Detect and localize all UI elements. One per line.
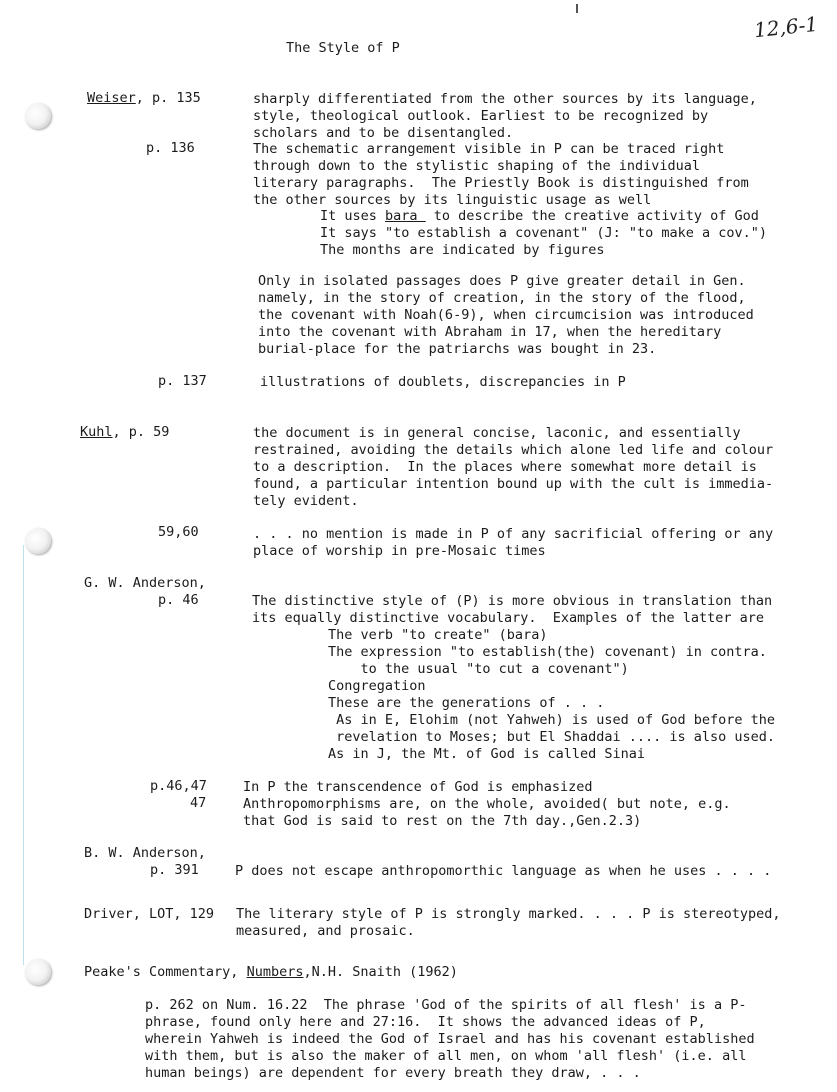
author-weiser: Weiser <box>87 90 136 106</box>
peake-text: p. 262 on Num. 16.22 The phrase 'God of the spirits of all flesh' is a P- phrase, found only here and 27:16. It shows the advanced ideas of P, wherein Yahweh is indeed the God of Israel and has his covenant established with them, but is also the maker of all men, on whom 'all flesh' (i.e. all human beings) are dependent for every breath they draw, . . . <box>145 997 755 1081</box>
ref-page: , p. 59 <box>112 424 170 440</box>
usage-text: to describe the creative activity of God <box>425 208 759 224</box>
weiser-136-text: The schematic arrangement visible in P can be traced right through down to the stylistic shaping of the individual literary paragraphs. The Priestly Book is distinguished from the other sources by its linguistic usage as well <box>253 141 749 208</box>
p137-text: illustrations of doublets, discrepancies in P <box>260 374 626 390</box>
weiser-135-text: sharply differentiated from the other sources by its language, style, theological outlook. Earliest to be recognized by scholars and to be disentangled. <box>253 91 757 141</box>
margin-rule <box>23 545 24 965</box>
ref-p47: 47 <box>190 795 207 811</box>
bara-term: bara <box>385 208 426 224</box>
ref-bw-anderson: B. W. Anderson, <box>84 845 206 861</box>
ref-peake-book: Numbers <box>246 964 304 980</box>
usage-text: It uses <box>320 208 386 224</box>
bw-391-text: P does not escape anthropomorthic language as when he uses . . . . <box>235 863 772 879</box>
ref-bw-page: p. 391 <box>150 862 199 878</box>
ref-kuhl <box>80 424 169 441</box>
ref-p137: p. 137 <box>158 373 207 389</box>
gw-46-text: The distinctive style of (P) is more obvious in translation than its equally distinctive vocabulary. Examples of the latter are <box>252 593 773 626</box>
ref-p136: p. 136 <box>146 140 195 156</box>
ref-peake-author: ,N.H. Snaith (1962) <box>303 964 458 980</box>
ref-peake-title: Peake's Commentary, <box>84 964 247 980</box>
ink-mark <box>576 4 578 13</box>
handwritten-page-number: 12,6-1 <box>752 11 820 43</box>
ref-59-60: 59,60 <box>158 524 199 540</box>
ref-peake <box>84 964 458 981</box>
punch-hole-middle <box>25 528 51 554</box>
ref-page: , p. 135 <box>135 90 201 106</box>
kuhl-59-text: the document is in general concise, laconic, and essentially restrained, avoiding the details which alone led life and colour to a description. In the places where somewhat more detail is found, a particular intention bound up with the cult is immedia- tely evident. <box>253 425 774 509</box>
punch-hole-bottom <box>25 959 51 985</box>
usage-line-3: The months are indicated by figures <box>320 242 605 258</box>
driver-text: The literary style of P is strongly marked. . . . P is stereotyped, measured, and prosaic. <box>236 906 781 939</box>
punch-hole-top <box>25 103 51 129</box>
usage-line-2: It says "to establish a covenant" (J: "to make a cov.") <box>320 225 768 241</box>
kuhl-5960-text: . . . no mention is made in P of any sacrificial offering or any place of worship in pre-Mosaic times <box>253 526 774 559</box>
page-title: The Style of P <box>286 40 400 56</box>
transcendence-text: In P the transcendence of God is emphasized Anthropomorphisms are, on the whole, avoided( but note, e.g. that God is said to rest on the 7th day.,Gen.2.3) <box>243 779 731 829</box>
ref-gw-page: p. 46 <box>158 592 199 608</box>
gw-examples: The verb "to create" (bara) The expression "to establish(the) covenant) in contra. to the usual "to cut a covenant") Congregation These are the generations of . . . As in E, Elohim (not Yahweh) is used of God before the revelation to Moses; but El Shaddai .... is also used. As in J, the Mt. of God is called Sinai <box>328 627 776 762</box>
ref-weiser <box>87 90 201 107</box>
usage-line-1 <box>320 208 759 225</box>
ref-gw-anderson: G. W. Anderson, <box>84 575 206 591</box>
author-kuhl: Kuhl <box>80 424 113 440</box>
ref-p46-47: p.46,47 <box>150 778 207 794</box>
isolated-passages-text: Only in isolated passages does P give greater detail in Gen. namely, in the story of creation, in the story of the flood, the covenant with Noah(6-9), when circumcision was introduced into the covenant with Abraham in 17, when the hereditary burial-place for the patriarchs was bought in 23. <box>258 273 754 357</box>
ref-driver: Driver, LOT, 129 <box>84 906 215 922</box>
